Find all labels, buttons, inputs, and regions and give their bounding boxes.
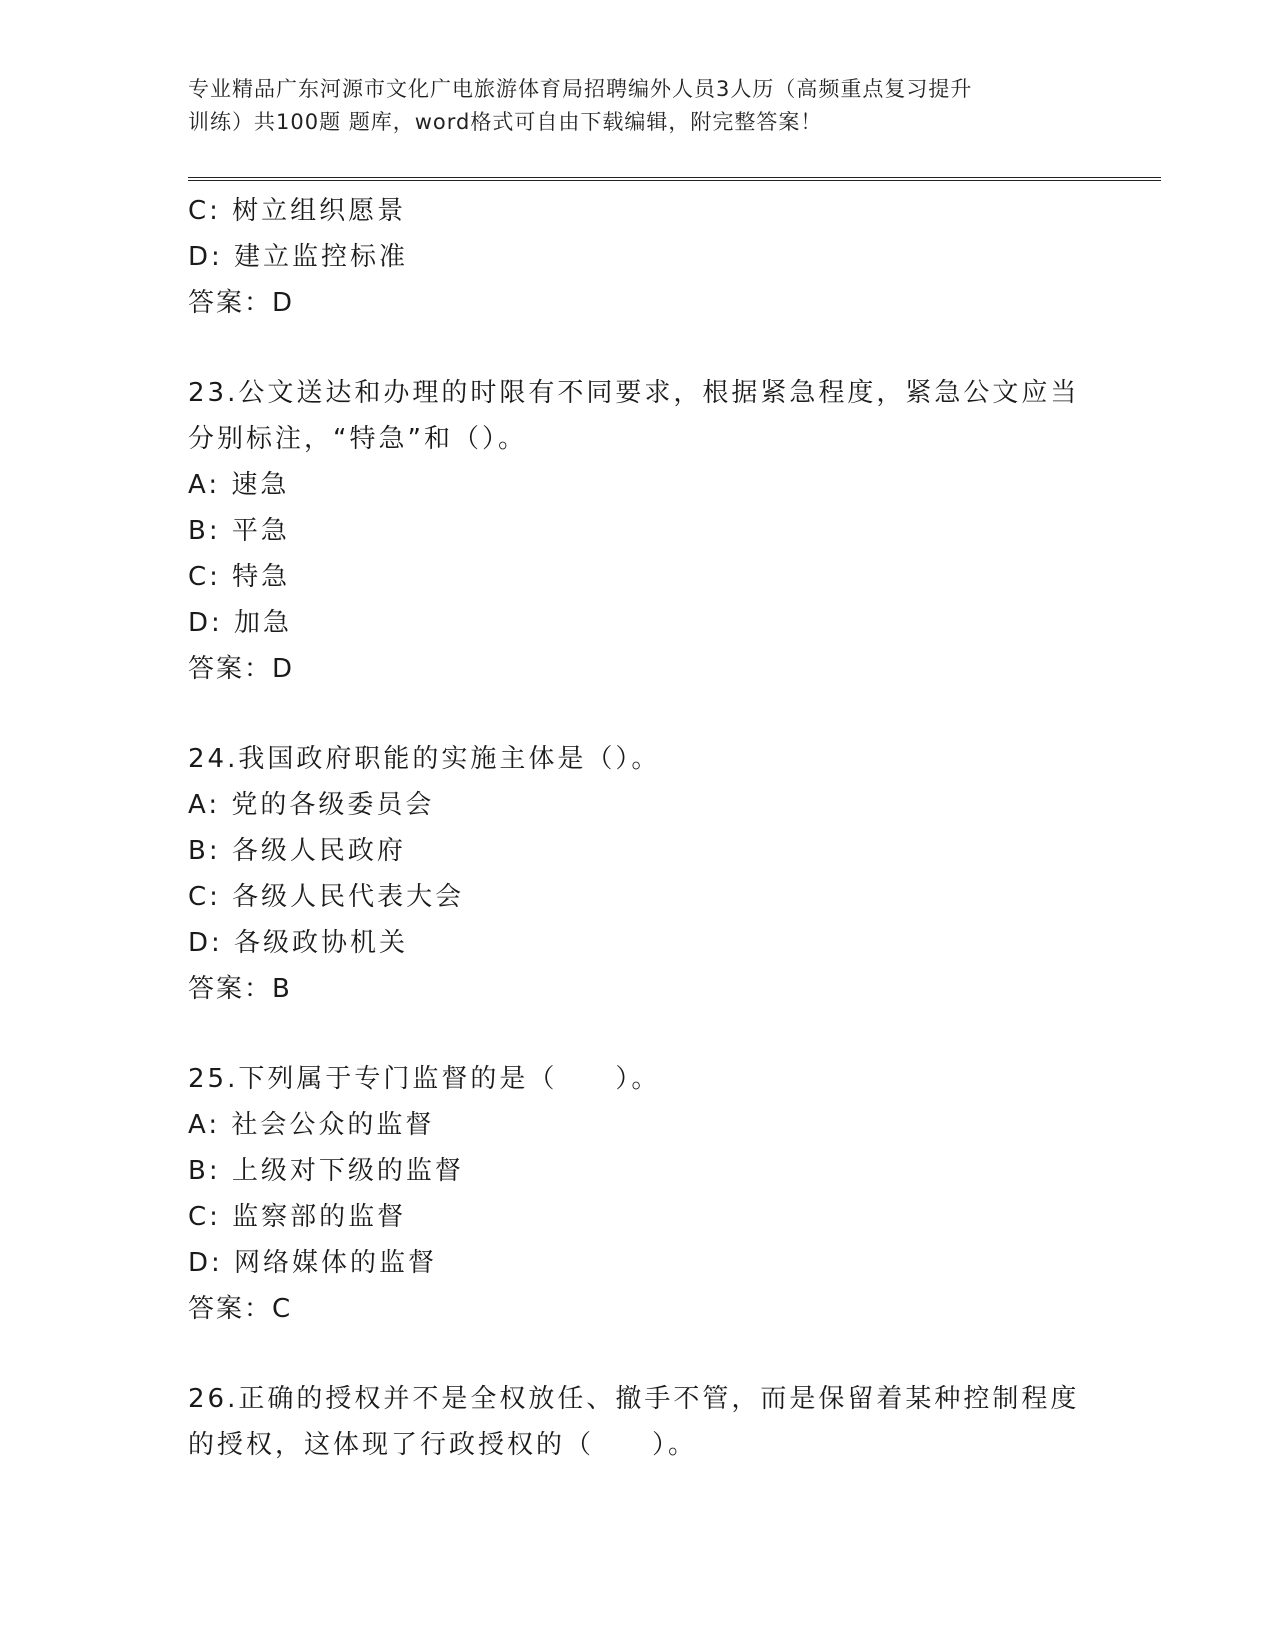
question-block-23: [188, 370, 1088, 692]
answer-line: 答案：D: [188, 288, 295, 318]
spacer: [188, 1332, 1088, 1376]
question-block-25: [188, 1056, 1088, 1332]
option-a: A: 社会公众的监督: [188, 1110, 435, 1140]
option-a: A: 党的各级委员会: [188, 790, 435, 820]
spacer: [188, 326, 1088, 370]
option-c: C: 各级人民代表大会: [188, 882, 465, 912]
option-b: B: 上级对下级的监督: [188, 1156, 464, 1186]
question-block-24: [188, 736, 1088, 1012]
option-b: B: 各级人民政府: [188, 836, 406, 866]
question-stem-continued: 的授权，这体现了行政授权的（ ）。: [188, 1430, 698, 1460]
question-block-26: [188, 1376, 1088, 1468]
option-d: D: 各级政协机关: [188, 928, 409, 958]
answer-line: 答案：B: [188, 974, 292, 1004]
option-a: A: 速急: [188, 470, 290, 500]
question-stem: 23.公文送达和办理的时限有不同要求，根据紧急程度，紧急公文应当: [188, 378, 1080, 408]
question-stem: 26.正确的授权并不是全权放任、撤手不管，而是保留着某种控制程度: [188, 1384, 1080, 1414]
page-header: [188, 73, 1088, 139]
option-c: C: 监察部的监督: [188, 1202, 407, 1232]
spacer: [188, 1012, 1088, 1056]
option-d: D: 建立监控标准: [188, 242, 409, 272]
option-d: D: 加急: [188, 608, 293, 638]
spacer: [188, 692, 1088, 736]
option-c: C: 特急: [188, 562, 291, 592]
answer-line: 答案：D: [188, 654, 295, 684]
question-content: [188, 188, 1088, 1468]
question-block-22-tail: [188, 188, 1088, 326]
header-title-line-1: 专业精品广东河源市文化广电旅游体育局招聘编外人员3人历（高频重点复习提升: [188, 77, 973, 101]
option-b: B: 平急: [188, 516, 290, 546]
option-d: D: 网络媒体的监督: [188, 1248, 438, 1278]
header-title-line-2: 训练）共100题 题库，word格式可自由下载编辑，附完整答案！: [188, 110, 823, 134]
question-stem: 25.下列属于专门监督的是（ ）。: [188, 1064, 661, 1094]
question-stem: 24.我国政府职能的实施主体是（）。: [188, 744, 661, 774]
question-stem-continued: 分别标注，“特急”和（）。: [188, 424, 527, 454]
answer-line: 答案：C: [188, 1294, 293, 1324]
option-c: C: 树立组织愿景: [188, 196, 407, 226]
header-double-rule: [188, 177, 1161, 181]
